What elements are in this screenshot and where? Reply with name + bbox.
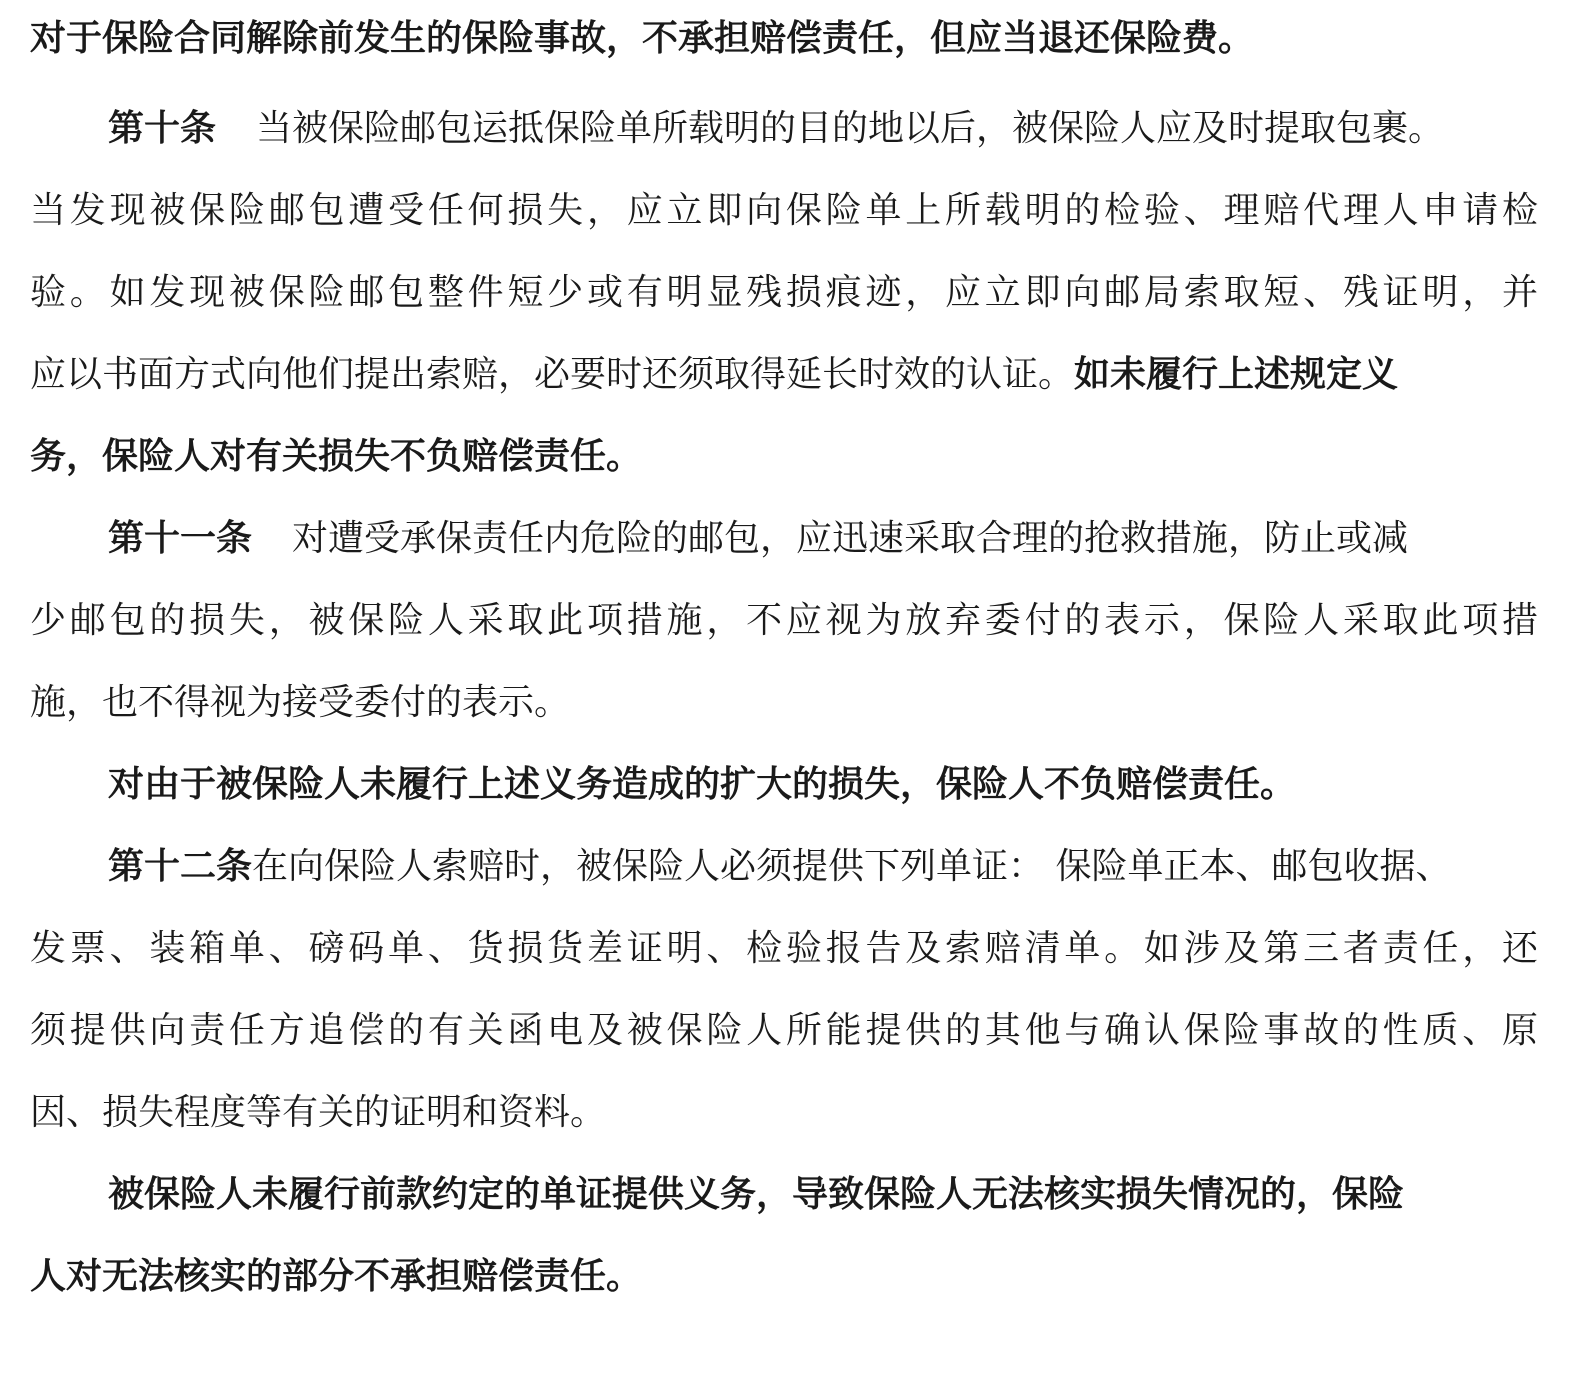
article11-text-1: 对遭受承保责任内危险的邮包，应迅速采取合理的抢救措施，防止或减 bbox=[292, 518, 1409, 559]
article10-text-4a: 应以书面方式向他们提出索赔，必要时还须取得延长时效的认证。 bbox=[30, 354, 1075, 395]
intro-text: 对于保险合同解除前发生的保险事故，不承担赔偿责任，但应当退还保险费。 bbox=[30, 18, 1255, 59]
article11-label: 第十一条 bbox=[108, 518, 253, 559]
article12-bold-text-1: 被保险人未履行前款约定的单证提供义务，导致保险人无法核实损失情况的，保险 bbox=[108, 1174, 1405, 1215]
article12-text-1: 在向保险人索赔时，被保险人必须提供下列单证： 保险单正本、邮包收据、 bbox=[252, 846, 1452, 887]
article10-line-2 bbox=[30, 181, 1538, 241]
article11-text-3: 施，也不得视为接受委付的表示。 bbox=[30, 682, 571, 723]
article12-text-2: 发票、装箱单、磅码单、货损货差证明、检验报告及索赔清单。如涉及第三者责任，还 bbox=[30, 928, 1538, 969]
article10-line-3 bbox=[30, 263, 1538, 323]
article10-text-2: 当发现被保险邮包遭受任何损失，应立即向保险单上所载明的检验、理赔代理人申请检 bbox=[30, 190, 1538, 231]
article10-label: 第十条 bbox=[108, 108, 217, 149]
article11-bold-paragraph bbox=[108, 755, 1538, 815]
article10-text-3: 验。如发现被保险邮包整件短少或有明显残损痕迹，应立即向邮局索取短、残证明，并 bbox=[30, 272, 1538, 313]
article10-text-5: 务，保险人对有关损失不负赔偿责任。 bbox=[30, 436, 643, 477]
article12-line-4 bbox=[30, 1083, 1538, 1143]
article12-bold-line-1 bbox=[108, 1165, 1538, 1225]
article11-line-3 bbox=[30, 673, 1538, 733]
article12-bold-text-2: 人对无法核实的部分不承担赔偿责任。 bbox=[30, 1256, 643, 1297]
article10-text-1: 当被保险邮包运抵保险单所载明的目的地以后，被保险人应及时提取包裹。 bbox=[256, 108, 1445, 149]
article10-line-4 bbox=[30, 345, 1538, 405]
article10-first-line bbox=[108, 99, 1538, 159]
article10-text-4b: 如未履行上述规定义 bbox=[1074, 354, 1399, 395]
article11-text-2: 少邮包的损失，被保险人采取此项措施，不应视为放弃委付的表示，保险人采取此项措 bbox=[30, 600, 1538, 641]
article10-line-5 bbox=[30, 427, 1538, 487]
article12-text-4: 因、损失程度等有关的证明和资料。 bbox=[30, 1092, 607, 1133]
article12-line-3 bbox=[30, 1001, 1538, 1061]
article12-line-2 bbox=[30, 919, 1538, 979]
article12-first-line bbox=[108, 837, 1538, 897]
article11-first-line bbox=[108, 509, 1538, 569]
article12-bold-line-2 bbox=[30, 1247, 1538, 1307]
intro-line bbox=[30, 9, 1538, 69]
article12-text-3: 须提供向责任方追偿的有关函电及被保险人所能提供的其他与确认保险事故的性质、原 bbox=[30, 1010, 1538, 1051]
article11-line-2 bbox=[30, 591, 1538, 651]
article12-label: 第十二条 bbox=[108, 846, 253, 887]
article11-bold-text: 对由于被保险人未履行上述义务造成的扩大的损失，保险人不负赔偿责任。 bbox=[108, 764, 1297, 805]
